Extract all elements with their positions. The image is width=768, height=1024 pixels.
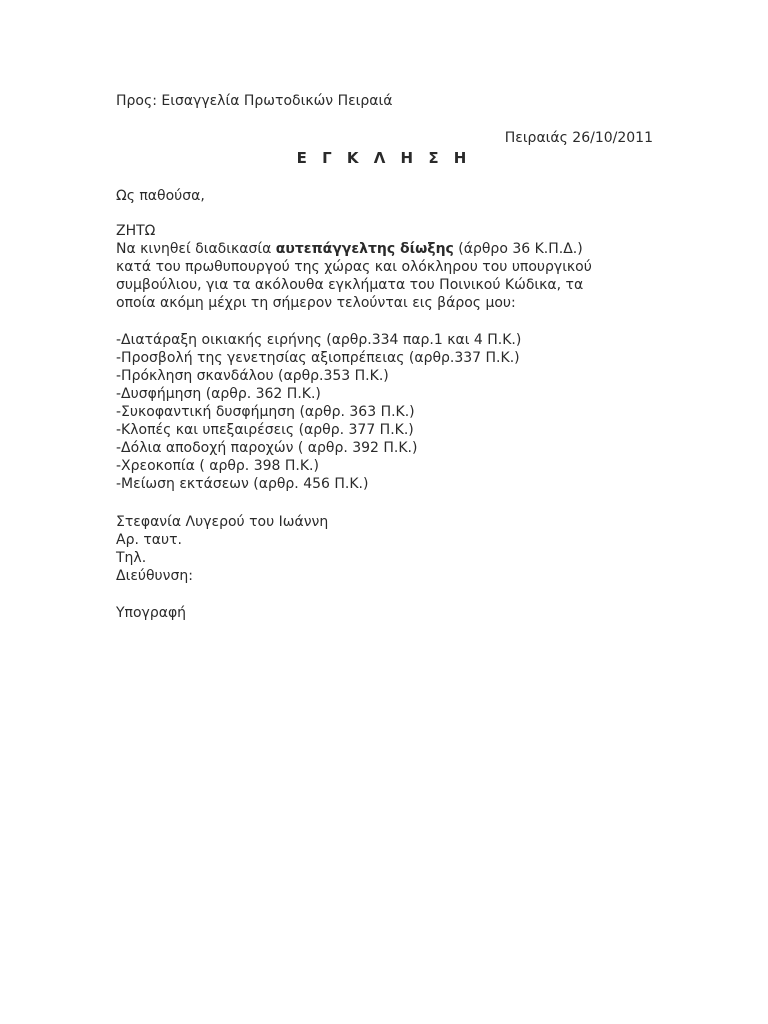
charge-item: -Μείωση εκτάσεων (αρθρ. 456 Π.Κ.) bbox=[116, 476, 369, 492]
signatory-block bbox=[116, 513, 328, 585]
request-heading: ΖΗΤΩ bbox=[116, 223, 156, 239]
phone-label: Τηλ. bbox=[116, 550, 147, 566]
signatory-name: Στεφανία Λυγερού του Ιωάννη bbox=[116, 514, 329, 530]
signature-label: Υπογραφή bbox=[116, 605, 187, 621]
charge-item: -Χρεοκοπία ( αρθρ. 398 Π.Κ.) bbox=[116, 458, 319, 474]
charge-item: -Κλοπές και υπεξαιρέσεις (αρθρ. 377 Π.Κ.) bbox=[116, 422, 414, 438]
request-line-4: οποία ακόμη μέχρι τη σήμερον τελούνται εις βάρος μου: bbox=[116, 295, 516, 311]
request-line-1-prefix: Να κινηθεί διαδικασία bbox=[116, 241, 276, 257]
charge-item: -Δυσφήμηση (αρθρ. 362 Π.Κ.) bbox=[116, 386, 321, 402]
charge-item: -Δόλια αποδοχή παροχών ( αρθρ. 392 Π.Κ.) bbox=[116, 440, 418, 456]
greeting-line: Ως παθούσα, bbox=[116, 188, 205, 204]
request-paragraph bbox=[116, 240, 656, 312]
charge-item: -Πρόκληση σκανδάλου (αρθρ.353 Π.Κ.) bbox=[116, 368, 389, 384]
recipient-line: Προς: Εισαγγελία Πρωτοδικών Πειραιά bbox=[116, 93, 393, 109]
date-line: Πειραιάς 26/10/2011 bbox=[504, 130, 653, 146]
charges-list bbox=[116, 331, 521, 493]
request-line-1-suffix: (άρθρο 36 Κ.Π.Δ.) bbox=[453, 241, 583, 257]
address-label: Διεύθυνση: bbox=[116, 568, 193, 584]
charge-item: -Συκοφαντική δυσφήμηση (αρθρ. 363 Π.Κ.) bbox=[116, 404, 415, 420]
charge-item: -Προσβολή της γενετησίας αξιοπρέπειας (αρθρ.337 Π.Κ.) bbox=[116, 350, 520, 366]
request-line-2: κατά του πρωθυπουργού της χώρας και ολόκληρου του υπουργικού bbox=[116, 259, 592, 275]
id-label: Αρ. ταυτ. bbox=[116, 532, 183, 548]
document-title: Ε Γ Κ Λ Η Σ Η bbox=[296, 149, 472, 167]
request-line-1 bbox=[116, 240, 656, 258]
request-line-1-bold: αυτεπάγγελτης δίωξης bbox=[275, 241, 454, 257]
charge-item: -Διατάραξη οικιακής ειρήνης (αρθρ.334 παρ.1 και 4 Π.Κ.) bbox=[116, 332, 522, 348]
request-line-3: συμβούλιου, για τα ακόλουθα εγκλήματα του Ποινικού Κώδικα, τα bbox=[116, 277, 584, 293]
